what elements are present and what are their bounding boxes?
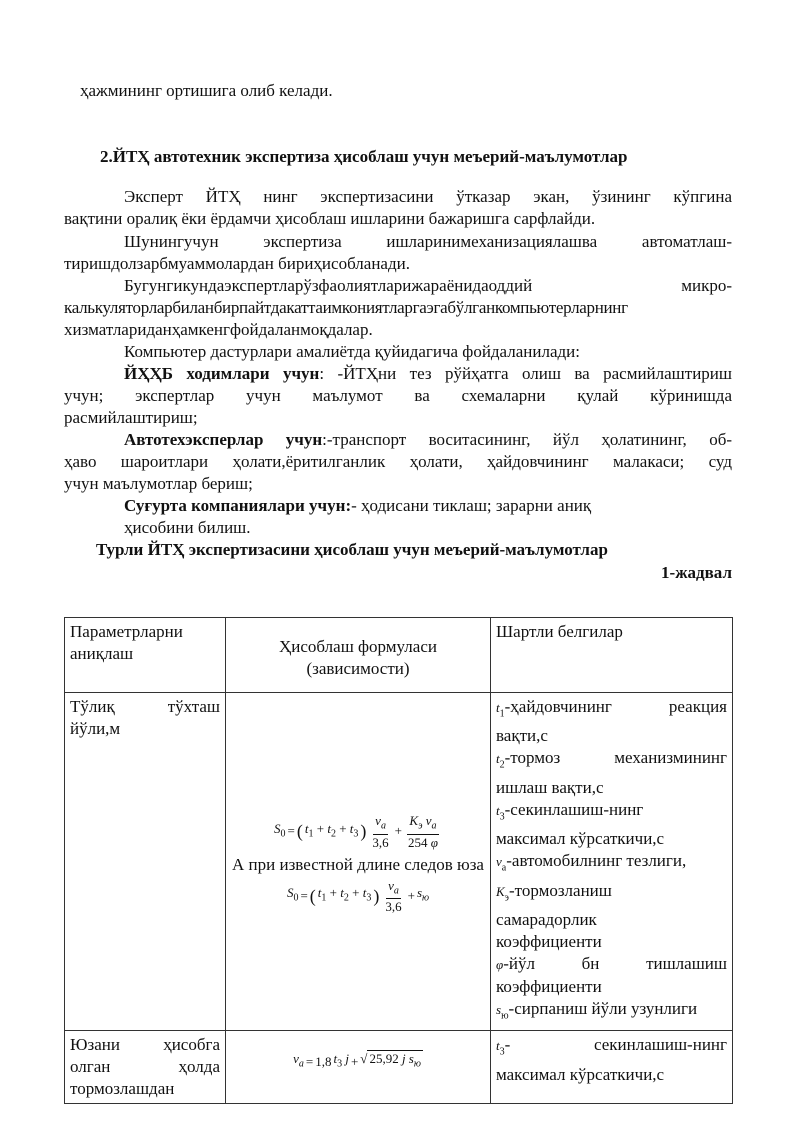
symbol-definition-cont: вақти,с <box>496 726 548 746</box>
symbol-definition: $t_3-секинлашиш$-нинг <box>496 799 644 823</box>
header-symbols: Шартли белгилар <box>491 618 733 693</box>
para3-line3: хизматлариданҳамкенгфойдаланмоқдалар. <box>64 320 373 339</box>
norms-table <box>64 617 733 1104</box>
symbol-definition: φ-йўл бн тишлашиш <box>496 953 727 973</box>
row1-param-l1: Тўлиқ тўхташ <box>70 697 220 716</box>
table-row <box>65 1031 733 1104</box>
para6-rest: :-транспорт воситасининг, йўл ҳолатининг, об- <box>322 430 733 449</box>
formula-stopping-distance: $S_0$ = ( $t_1 + t_2 + t_3$ ) $\frac{v_a}{3,6}$ + $\frac{K_э v_a}{254 \varphi}$ <box>274 813 438 850</box>
symbol-definition-cont: коэффициенти <box>496 976 602 996</box>
row2-formula <box>226 1031 491 1104</box>
formula-speed: $v_a$ = 1,8 $t_3$ j + √ 25,92 j $s_ю$ <box>293 1051 421 1070</box>
para1-line1: Эксперт ЙТҲ нинг экспертизасини ўтказар экан, ўзининг кўпгина <box>124 187 732 206</box>
symbol-definition: $K_э$-тормозланиш <box>496 880 612 903</box>
para2-line2: тиришдолзарбмуаммолардан бириҳисобланади. <box>64 254 410 273</box>
formula-stopping-distance-skid: $S_0$ = ( $t_1 + t_2 + t_3$ ) $\frac{v_a}{3,6}$ + $s_ю$ <box>286 877 430 915</box>
symbol-definition: $t_1$-ҳайдовчининг реакция <box>496 697 727 720</box>
para6-line1 <box>124 429 732 451</box>
para7-line2: ҳисобини билиш. <box>124 518 251 537</box>
symbol-definition-cont: ишлаш вақти,с <box>496 777 604 797</box>
top-line: ҳажмининг ортишига олиб келади. <box>80 81 333 100</box>
para6-line2: ҳаво шароитлари ҳолати,ёритилганлик ҳолати, ҳайдовчининг малакаси; суд <box>64 452 732 471</box>
row2-def-l2: максимал кўрсаткичи,с <box>496 1064 665 1084</box>
formula-note: А при известной длине следов юза <box>232 854 484 874</box>
para7-rest: - ҳодисани тиклаш; зарарни аниқ <box>351 496 592 515</box>
row1-param <box>65 693 226 1031</box>
row2-param-l2: олган ҳолда <box>70 1057 220 1077</box>
table-row <box>65 693 733 1031</box>
para2-line1: Шунингучун экспертиза ишларинимеханизациялашва автоматлаш- <box>124 232 732 251</box>
symbol-definition: $v_a$-автомобилнинг тезлиги, <box>496 851 687 874</box>
para5-bold: ЙҲҲБ ходимлари учун <box>124 364 320 383</box>
row2-param-l3: тормозлашдан <box>70 1079 175 1099</box>
para6-line3: учун маълумотлар бериш; <box>64 474 253 493</box>
para5-line2: учун; экспертлар учун маълумот ва схемаларни қулай кўринишда <box>64 386 732 405</box>
para3-line1: Бугунгикундаэкспертларўзфаолиятларижараёнидаоддий микро- <box>124 276 732 295</box>
header-formula <box>226 618 491 693</box>
symbol-definition-cont: максимал кўрсаткичи,с <box>496 829 665 849</box>
header-formula-l2: (зависимости) <box>306 659 410 678</box>
para6-bold: Автотехэксперлар учун <box>124 430 323 449</box>
section-title: 2.ЙТҲ автотехник экспертиза ҳисоблаш учун меъерий-маълумотлар <box>100 147 628 166</box>
para5-line3: расмийлаштириш; <box>64 408 198 427</box>
para7-line1 <box>124 495 591 517</box>
row1-symbols <box>491 693 733 1031</box>
table-header-row <box>65 618 733 693</box>
para5-rest: : -ЙТҲни тез рўйҳатга олиш ва расмийлаштириш <box>319 364 732 383</box>
row2-symbols <box>491 1031 733 1104</box>
row2-def-l1: $t_3-$ секинлашиш-нинг <box>496 1035 727 1058</box>
para3-line2: калькуляторларбиланбирпайтдакаттаимкониятларгаэгабўлганкомпьютерларнинг <box>64 298 628 317</box>
para1-line2: вақтини оралиқ ёки ёрдамчи ҳисоблаш ишларини бажаришга сарфлайди. <box>64 209 596 228</box>
row1-param-l2: йўли,м <box>70 719 121 738</box>
symbol-definition-cont: самарадорлик <box>496 909 597 929</box>
symbol-definition: $s_ю$-сирпаниш йўли узунлиги <box>496 998 698 1022</box>
row1-formula <box>226 693 491 1031</box>
table-number: 1-жадвал <box>661 563 732 582</box>
table-title: Турли ЙТҲ экспертизасини ҳисоблаш учун меъерий-маълумотлар <box>96 540 608 559</box>
para7-bold: Суғурта компаниялари учун: <box>124 496 352 515</box>
symbol-definition: коэффициенти <box>496 931 602 951</box>
para5-line1 <box>124 363 732 385</box>
para4: Компьютер дастурлари амалиётда қуйидагича фойдаланилади: <box>124 342 580 361</box>
row2-param-l1: Юзани ҳисобга <box>70 1035 220 1055</box>
symbol-definition: $t_2$-тормоз механизмининг <box>496 748 727 771</box>
header-formula-l1: Ҳисоблаш формуласи <box>279 637 437 656</box>
header-params: Параметрларни аниқлаш <box>65 618 226 693</box>
row2-param <box>65 1031 226 1104</box>
